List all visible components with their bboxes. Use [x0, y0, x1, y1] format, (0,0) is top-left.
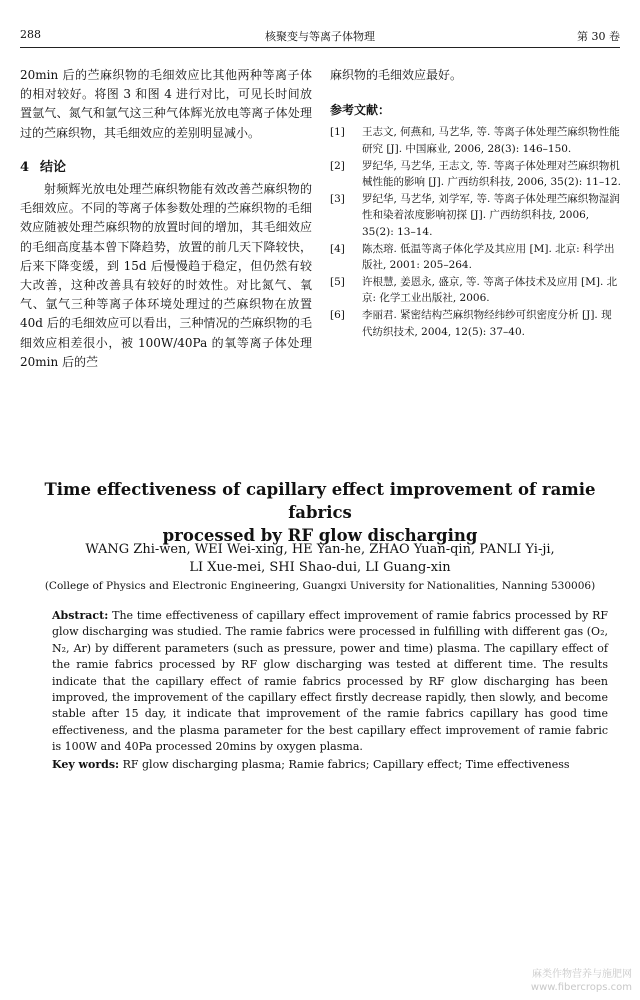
conclusion-paragraph: 射频辉光放电处理苎麻织物能有效改善苎麻织物的毛细效应。不同的等离子体参数处理的苎麻织物的毛细效应随被处理苎麻织物的放置时间的增加，其毛细效应的毛细高度基本曾下降趋势，放置的前几天下降较快，后来下降变缓，到 15d 后慢慢趋于稳定，但仍然有较大改善，这种改善具有较好的时效性。对比氮气、氧气、氩气三种等离子体环境处理过的苎麻织物在放置 40d 后的毛细效应可以看出，三种情况的苎麻织物的毛细效应相差很小，被 100W/40Pa 的氧等离子体处理 20min 后的苎	[20, 182, 312, 369]
running-header	[20, 28, 620, 44]
reference-number: [2]	[330, 159, 345, 172]
keywords-label: Key words:	[52, 757, 120, 771]
reference-text: 许根慧, 姜恩永, 盛京, 等. 等离子体技术及应用 [M]. 北京: 化学工业出版社, 2006.	[362, 275, 618, 305]
section-number: 4	[20, 159, 30, 175]
reference-number: [3]	[330, 192, 345, 205]
watermark	[531, 968, 632, 994]
reference-number: [5]	[330, 275, 345, 288]
reference-item	[330, 124, 622, 157]
reference-item	[330, 274, 622, 307]
header-rule	[20, 47, 620, 48]
references-heading: 参考文献：	[330, 103, 391, 118]
affiliation: (College of Physics and Electronic Engineering, Guangxi University for Nationalities, Nanning 530006)	[44, 580, 596, 592]
section-heading	[20, 158, 312, 177]
reference-text: 李丽君. 紧密结构苎麻织物经纬纱可织密度分析 [J]. 现代纺织技术, 2004, 12(5): 37–40.	[362, 308, 612, 338]
abstract-text: The time effectiveness of capillary effect improvement of ramie fabrics processed by RF glow discharging was studied. The ramie fabrics were processed in fulfilling with different gas (O₂, N₂, Ar) by different parameters (such as pressure, power and time) plasma. The capillary effect of the ramie fabrics processed by RF glow discharging was tested at different time. The results indicate that the capillary effect of ramie fabrics processed by RF glow discharging has been improved, the improvement of the capillary effect firstly decrease rapidly, then slowly, and become stable after 15 day, it indicate that improvement of the ramie fabrics capillary has good time effectiveness, and the plasma parameter for the best capillary effect improvement of ramie fabric is 100W and 40Pa processed 20mins by oxygen plasma.	[52, 609, 608, 754]
reference-item	[330, 191, 622, 241]
keywords-text: RF glow discharging plasma; Ramie fabrics; Capillary effect; Time effectiveness	[122, 757, 570, 771]
reference-number: [1]	[330, 126, 345, 139]
reference-number: [6]	[330, 308, 345, 321]
reference-text: 罗纪华, 马艺华, 王志文, 等. 等离子体处理对苎麻织物机械性能的影响 [J]. 广西纺织科技, 2006, 35(2): 11–12.	[362, 159, 621, 189]
reference-number: [4]	[330, 242, 345, 255]
reference-text: 罗纪华, 马艺华, 刘学军, 等. 等离子体处理苎麻织物湿润性和染着浓度影响初探 [J]. 广西纺织科技, 2006, 35(2): 13–14.	[362, 192, 620, 238]
body-paragraph: 20min 后的苎麻织物的毛细效应比其他两种等离子体的相对较好。将图 3 和图 4 进行对比，可见长时间放置氩气、氮气和氩气这三种气体辉光放电等离子体处理过的苎麻织物，其毛细效应的差别明显减小。	[20, 68, 312, 140]
author-line: WANG Zhi-wen, WEI Wei-xing, HE Yan-he, ZHAO Yuan-qin, PANLI Yi-ji,	[85, 542, 555, 557]
reference-item	[330, 307, 622, 340]
references-list	[330, 124, 622, 340]
reference-text: 陈杰瑢. 低温等离子体化学及其应用 [M]. 北京: 科学出版社, 2001: 205–264.	[362, 242, 615, 272]
page-number: 288	[20, 28, 41, 41]
reference-item	[330, 241, 622, 274]
reference-item	[330, 158, 622, 191]
english-title	[30, 478, 610, 547]
english-title-line: Time effectiveness of capillary effect improvement of ramie fabrics	[44, 480, 596, 522]
english-abstract	[52, 608, 608, 773]
author-line: LI Xue-mei, SHI Shao-dui, LI Guang-xin	[189, 560, 451, 575]
watermark-line: 麻类作物营养与施肥网	[532, 969, 632, 980]
section-title: 结论	[40, 159, 67, 175]
volume-label: 第 30 卷	[577, 30, 620, 43]
watermark-line: www.fibercrops.com	[530, 982, 632, 993]
abstract-label: Abstract:	[52, 609, 109, 622]
left-column	[20, 66, 312, 372]
body-paragraph-continued: 麻织物的毛细效应最好。	[330, 68, 463, 82]
english-title-line: processed by RF glow discharging	[162, 526, 478, 545]
journal-name: 核聚变与等离子体物理	[265, 30, 375, 43]
right-column	[330, 66, 622, 340]
reference-text: 王志文, 何燕和, 马艺华, 等. 等离子体处理苎麻织物性能研究 [J]. 中国麻业, 2006, 28(3): 146–150.	[362, 126, 620, 155]
author-list	[30, 541, 610, 577]
